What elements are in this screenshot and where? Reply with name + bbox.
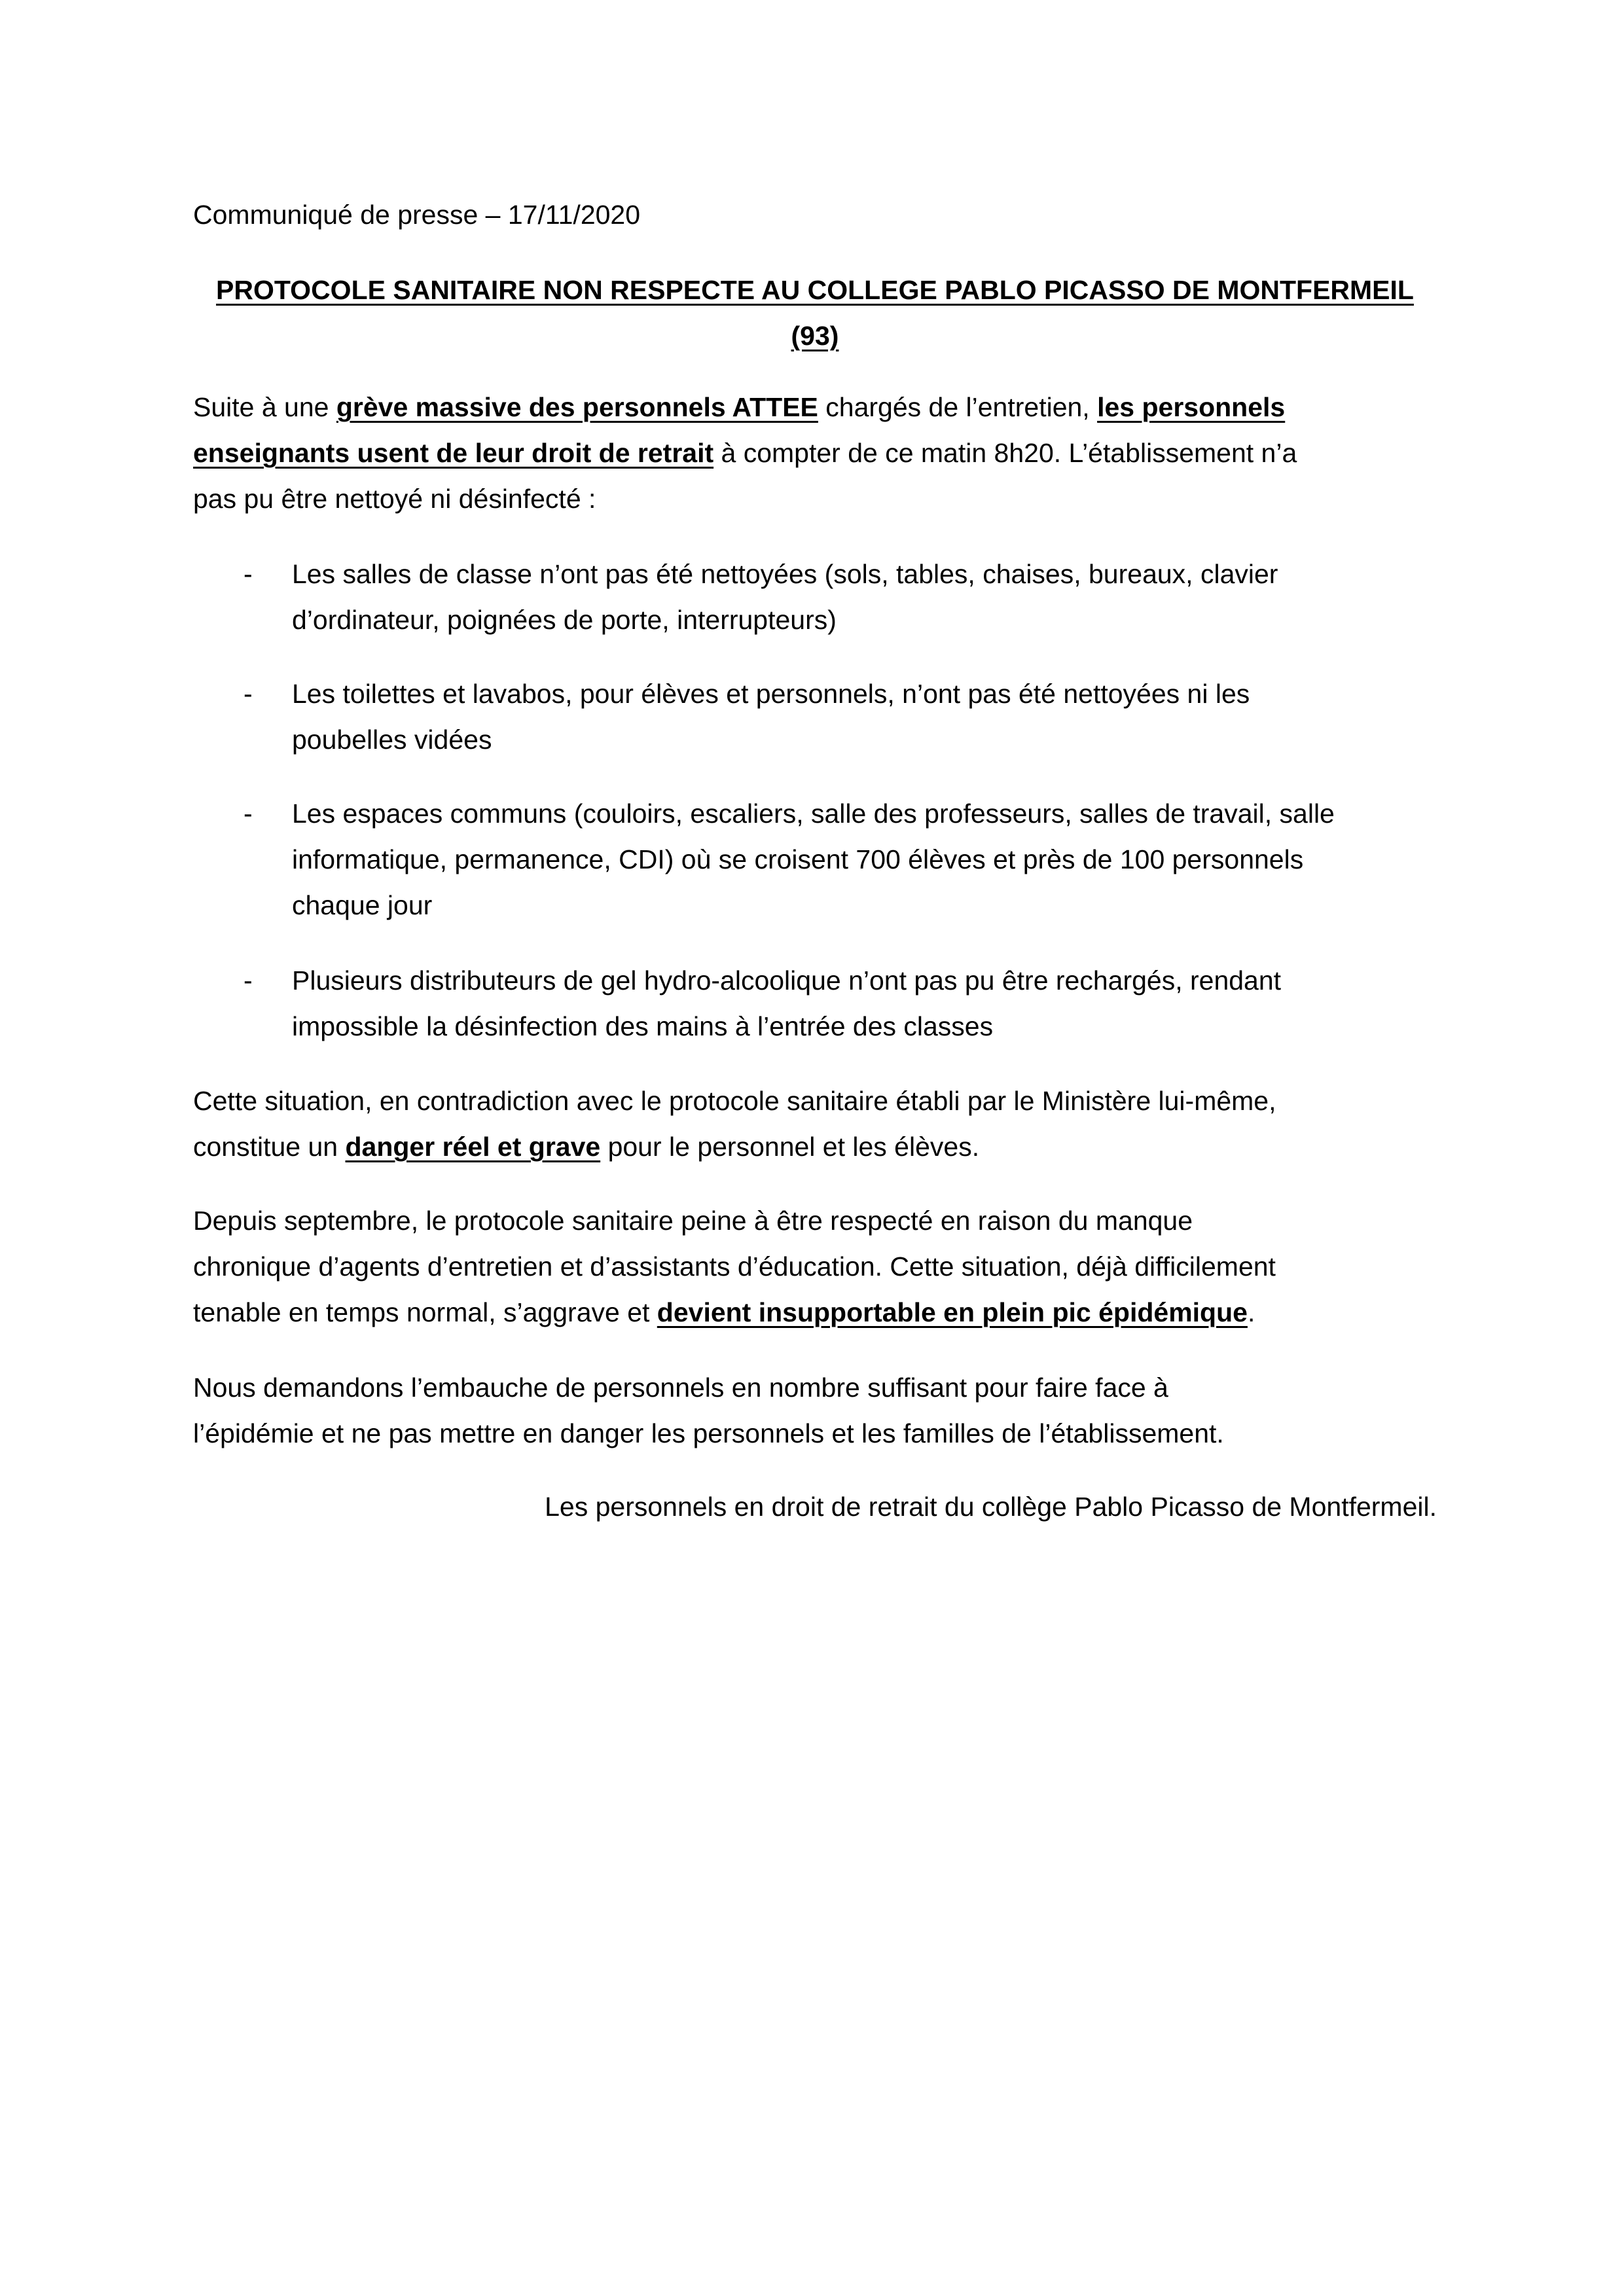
situation-text: pour le personnel et les élèves.: [600, 1132, 980, 1162]
title-line-2: (93): [791, 321, 839, 351]
bullet-line: informatique, permanence, CDI) où se croisent 700 élèves et près de 100 personnels: [292, 844, 1304, 874]
situation-line-2: [193, 1124, 1476, 1170]
bullet-line: d’ordinateur, poignées de porte, interrupteurs): [292, 605, 837, 635]
intro-emphasis-retrait: enseignants usent de leur droit de retrait: [193, 438, 714, 468]
situation-line-1: Cette situation, en contradiction avec le protocole sanitaire établi par le Ministère lui-même,: [193, 1086, 1276, 1116]
bullet-line: chaque jour: [292, 890, 433, 920]
intro-text: à compter de ce matin 8h20. L’établissement n’a: [713, 438, 1297, 468]
intro-line-3: pas pu être nettoyé ni désinfecté :: [193, 484, 596, 514]
bullet-dash: -: [244, 559, 253, 589]
bullet-text: [292, 958, 1483, 1049]
document-title: [193, 267, 1437, 359]
intro-text: chargés de l’entretien,: [818, 392, 1098, 422]
demand-paragraph: [193, 1365, 1476, 1456]
bullet-dash: -: [244, 798, 253, 829]
bullet-line: Plusieurs distributeurs de gel hydro-alcoolique n’ont pas pu être rechargés, rendant: [292, 965, 1282, 996]
press-release-dateline: Communiqué de presse – 17/11/2020: [193, 200, 641, 230]
demand-line-2: l’épidémie et ne pas mettre en danger les personnels et les familles de l’établissement.: [193, 1418, 1224, 1448]
bullet-text: [292, 791, 1483, 928]
intro-text: Suite à une: [193, 392, 336, 422]
september-text: .: [1247, 1297, 1255, 1327]
bullet-dash: -: [244, 965, 253, 996]
intro-emphasis-strike: grève massive des personnels ATTEE: [336, 392, 818, 422]
september-paragraph: [193, 1198, 1476, 1335]
situation-text: constitue un: [193, 1132, 346, 1162]
september-emphasis: devient insupportable en plein pic épidémique: [657, 1297, 1248, 1327]
bullet-text: [292, 671, 1483, 762]
intro-line-1: [193, 384, 1476, 430]
situation-paragraph: [193, 1078, 1476, 1170]
bullet-dash: -: [244, 679, 253, 709]
bullet-line: Les salles de classe n’ont pas été nettoyées (sols, tables, chaises, bureaux, clavier: [292, 559, 1278, 589]
september-line-3: [193, 1289, 1476, 1335]
bullet-line: Les espaces communs (couloirs, escaliers, salle des professeurs, salles de travail, salle: [292, 798, 1335, 829]
signature: Les personnels en droit de retrait du collège Pablo Picasso de Montfermeil.: [545, 1492, 1437, 1522]
september-text: tenable en temps normal, s’aggrave et: [193, 1297, 657, 1327]
bullet-text: [292, 551, 1483, 643]
september-line-1: Depuis septembre, le protocole sanitaire peine à être respecté en raison du manque: [193, 1206, 1193, 1236]
bullet-line: Les toilettes et lavabos, pour élèves et personnels, n’ont pas été nettoyées ni les: [292, 679, 1250, 709]
bullet-line: impossible la désinfection des mains à l’entrée des classes: [292, 1011, 994, 1041]
title-line-1: PROTOCOLE SANITAIRE NON RESPECTE AU COLLEGE PABLO PICASSO DE MONTFERMEIL: [216, 275, 1414, 305]
demand-line-1: Nous demandons l’embauche de personnels en nombre suffisant pour faire face à: [193, 1372, 1168, 1403]
bullet-line: poubelles vidées: [292, 725, 492, 755]
september-line-2: chronique d’agents d’entretien et d’assistants d’éducation. Cette situation, déjà difficilement: [193, 1251, 1276, 1282]
intro-emphasis-retrait: les personnels: [1097, 392, 1286, 422]
intro-line-2: [193, 430, 1476, 476]
situation-emphasis: danger réel et grave: [345, 1132, 601, 1162]
intro-paragraph: [193, 384, 1476, 522]
